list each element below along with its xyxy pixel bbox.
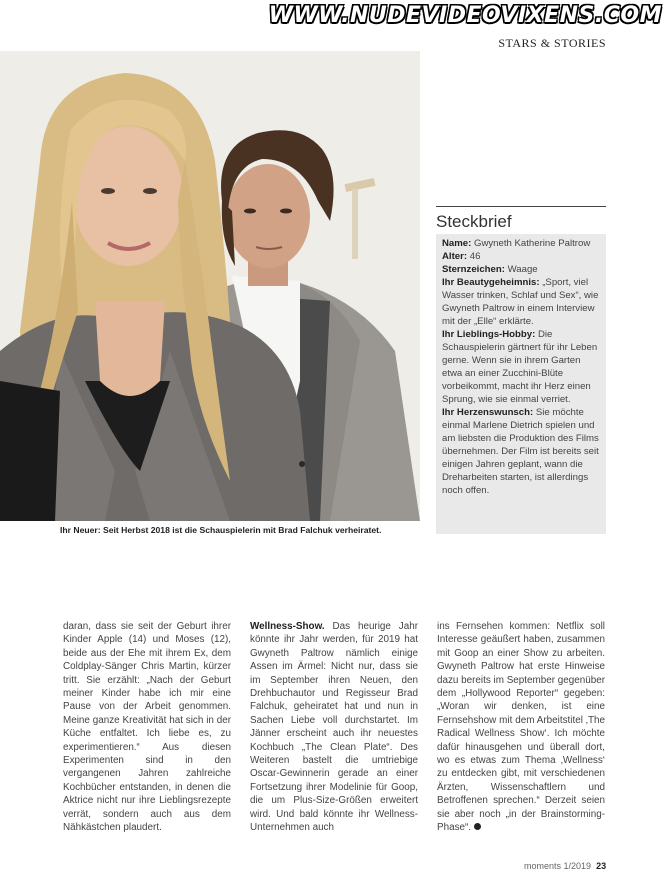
photo-caption: Ihr Neuer: Seit Herbst 2018 ist die Schauspielerin mit Brad Falchuk verheiratet. xyxy=(60,525,382,535)
steckbrief-item: Ihr Herzenswunsch: Sie möchte einmal Marlene Dietrich spielen und am liebsten die Produktion des Films übernehmen. Der Film ist bereits seit einigen Jahren geplant, wann die Dreharbeiten starten, ist allerdings noch offen. xyxy=(442,407,599,496)
end-bullet-icon xyxy=(474,823,481,830)
magazine-issue: moments 1/2019 xyxy=(524,861,592,871)
subheading: Wellness-Show. xyxy=(250,621,325,632)
steckbrief-item: Alter: 46 xyxy=(442,251,481,262)
page-footer xyxy=(524,861,606,871)
steckbrief-title: Steckbrief xyxy=(436,212,512,231)
steckbrief-item: Name: Gwyneth Katherine Paltrow xyxy=(442,238,591,249)
body-column-1: daran, dass sie seit der Geburt ihrer Kinder Apple (14) und Moses (12), beide aus der Ehe mit ihrem Ex, dem Coldplay-Sänger Chris Martin, kürzer tritt. Sie erzählt: „Nach der Geburt meiner Kinder habe ich mir eine Pause von der Arbeit genommen. Meine ganze Kreativität hat sich in der Küche entfaltet. Ich liebe es, zu experimentieren.“ Aus diesen Experimenten sind in den vergangenen Jahren zahlreiche Kochbücher entstanden, in denen die Aktrice nicht nur ihre Lieblingsrezepte verrät, sondern auch aus dem Nähkästchen plaudert. xyxy=(63,621,231,834)
steckbrief-item: Ihr Lieblings-Hobby: Die Schauspielerin gärtnert für ihr Leben gerne. Wenn sie in ihrem Garten etwa an einer Zucchini-Blüte vorbeikommt, macht ihr Herz einen Sprung, wie sie einmal verriet. xyxy=(442,329,598,405)
body-column-3: ins Fernsehen kommen: Netflix soll Interesse geäußert haben, zusammen mit Goop an einer Show zu arbeiten. Gwyneth Paltrow hat erste Hinweise dazu bereits im September gegenüber dem „Hollywood Reporter“ gegeben: „Woran wir denken, ist eine Fernsehshow mit dem Arbeitstitel ‚The Radical Wellness Show‘. Ich möchte dafür hinausgehen und überall dort, wo es etwas zum Thema ‚Wellness‘ zu entdecken gibt, mit verschiedenen Ärzten, Wissenschaftlern und Betroffenen sprechen.“ Derzeit seien sie aber noch „in der Brainstorming-Phase“. xyxy=(437,621,605,834)
steckbrief-rule xyxy=(436,206,606,207)
section-label: STARS & STORIES xyxy=(498,36,606,50)
body-column-2: Wellness-Show. Das heurige Jahr könnte ihr Jahr werden, für 2019 hat Gwyneth Paltrow nämlich einige Assen im Ärmel: Nicht nur, dass sie im September ihren Neuen, den Drehbuchautor und Regisseur Brad Falchuk, geheiratet hat und nun in Sachen Liebe voll durchstartet. Im Jänner erscheint auch ihr neuestes Kochbuch „The Clean Plate“. Des Weiteren bastelt die umtriebige Oscar-Gewinnerin gerade an einer Fortsetzung ihrer Modelinie für Goop, die um Plus-Size-Größen erweitert wird. Und bald könnte ihr Wellness-Unternehmen auch xyxy=(250,621,418,834)
watermark-text: WWW.NUDEVIDEOVIXENS.COM xyxy=(268,3,662,28)
steckbrief-box xyxy=(436,234,606,534)
steckbrief-item: Sternzeichen: Waage xyxy=(442,264,538,275)
page-number: 23 xyxy=(596,861,607,871)
steckbrief-item: Ihr Beautygeheimnis: „Sport, viel Wasser trinken, Schlaf und Sex“, wie Gwyneth Paltrow in einem Interview mit der „Elle“ erklärte. xyxy=(442,277,599,327)
couple-photo xyxy=(0,51,420,521)
